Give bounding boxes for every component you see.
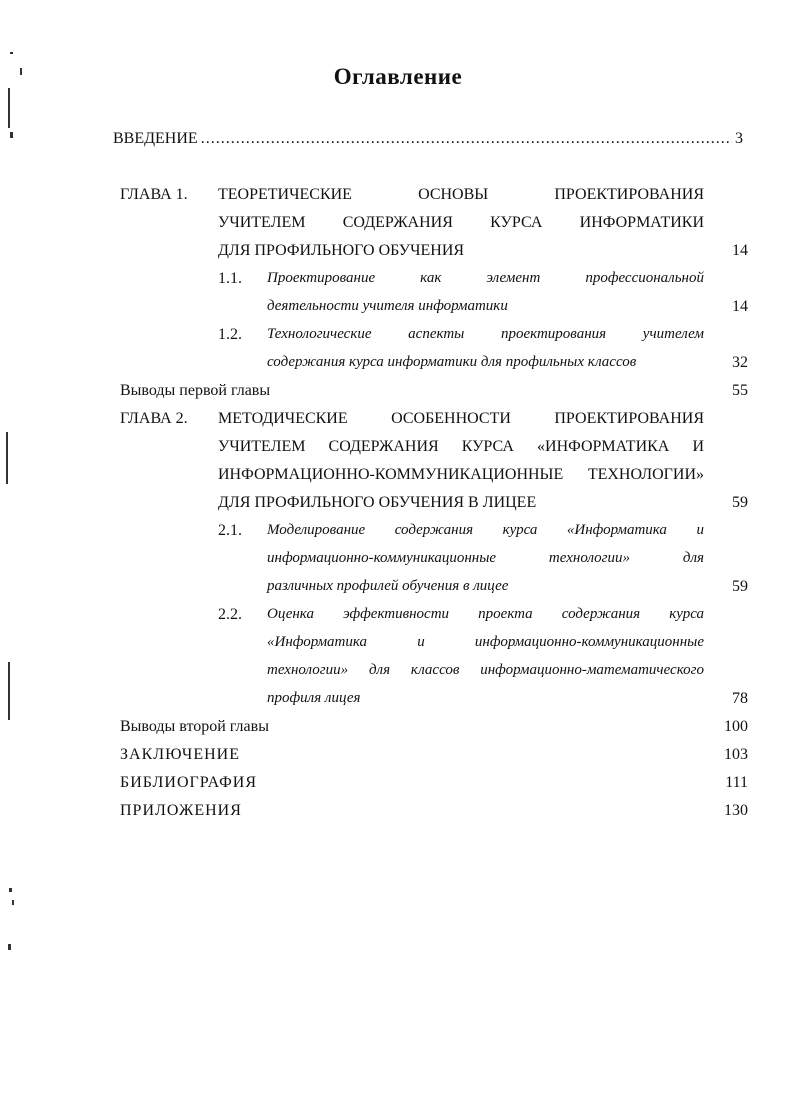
chapter-label: ГЛАВА 2. [120,410,188,427]
toc-entry-intro[interactable] [113,130,743,148]
toc-label: Выводы второй главы [120,718,269,735]
section-title-line: технологии» для классов информационно-математического [267,662,704,678]
toc-page: 59 [732,578,748,595]
toc-page: 111 [725,774,748,791]
section-title-line: содержания курса информатики для профильных классов [267,354,637,370]
section-title-line: различных профилей обучения в лицее [267,578,509,594]
toc-label: БИБЛИОГРАФИЯ [120,774,258,791]
toc-label: ВВЕДЕНИЕ [113,130,198,147]
page-title: Оглавление [333,64,463,89]
section-title-line: Моделирование содержания курса «Информатика и [267,522,704,538]
toc-page: 55 [732,382,748,399]
section-title-line: Проектирование как элемент профессиональной [267,270,704,286]
section-title-line: Оценка эффективности проекта содержания курса [267,606,704,622]
dot-leader [201,130,732,148]
chapter-label: ГЛАВА 1. [120,186,188,203]
toc-page: 78 [732,690,748,707]
chapter-title-line: ТЕОРЕТИЧЕСКИЕ ОСНОВЫ ПРОЕКТИРОВАНИЯ [218,186,704,203]
section-number: 1.1. [218,270,242,287]
section-number: 2.1. [218,522,242,539]
toc-page: 3 [735,130,743,147]
toc-page: 14 [732,242,748,259]
chapter-title-line: ИНФОРМАЦИОННО-КОММУНИКАЦИОННЫЕ ТЕХНОЛОГИИ» [218,466,704,483]
toc-label: Выводы первой главы [120,382,271,399]
section-title-line: профиля лицея [267,690,361,706]
chapter-title-line: УЧИТЕЛЕМ СОДЕРЖАНИЯ КУРСА «ИНФОРМАТИКА И [218,438,704,455]
chapter-title-line: УЧИТЕЛЕМ СОДЕРЖАНИЯ КУРСА ИНФОРМАТИКИ [218,214,704,231]
chapter-title-line: МЕТОДИЧЕСКИЕ ОСОБЕННОСТИ ПРОЕКТИРОВАНИЯ [218,410,704,427]
toc-page: 14 [732,298,748,315]
toc-page: 100 [724,718,748,735]
chapter-title-line: ДЛЯ ПРОФИЛЬНОГО ОБУЧЕНИЯ [218,242,465,259]
toc-label: ПРИЛОЖЕНИЯ [120,802,242,819]
section-title-line: деятельности учителя информатики [267,298,508,314]
toc-page: 130 [724,802,748,819]
toc-page: 103 [724,746,748,763]
toc-page: 59 [732,494,748,511]
toc-page: 32 [732,354,748,371]
chapter-title-line: ДЛЯ ПРОФИЛЬНОГО ОБУЧЕНИЯ В ЛИЦЕЕ [218,494,537,511]
section-title-line: информационно-коммуникационные технологии» для [267,550,704,566]
section-title-line: Технологические аспекты проектирования учителем [267,326,704,342]
section-number: 1.2. [218,326,242,343]
section-number: 2.2. [218,606,242,623]
section-title-line: «Информатика и информационно-коммуникационные [267,634,704,650]
toc-label: ЗАКЛЮЧЕНИЕ [120,746,240,763]
